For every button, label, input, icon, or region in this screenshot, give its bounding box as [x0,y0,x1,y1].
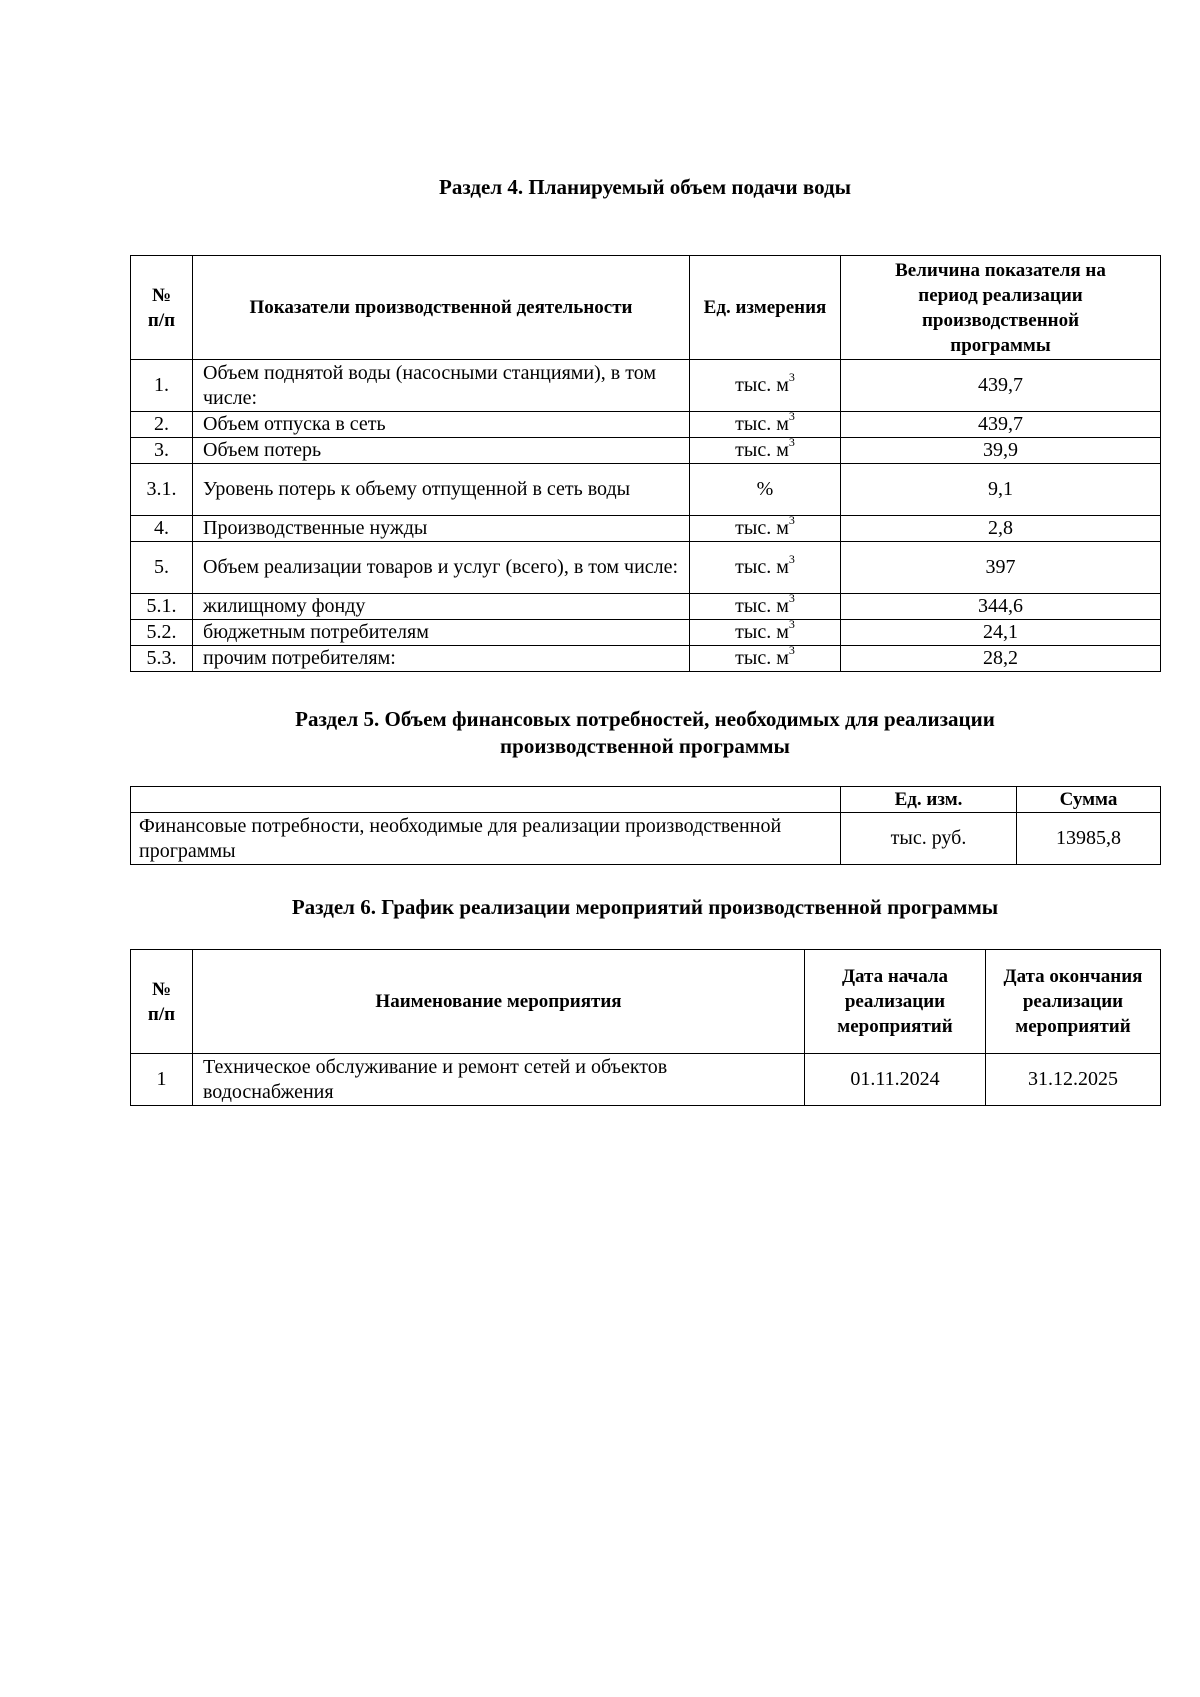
row-value: 28,2 [841,646,1161,672]
row-unit: тыс. $м^3$ [690,594,841,620]
row-value: 439,7 [841,360,1161,412]
row-name: Объем реализации товаров и услуг (всего), в том числе: [193,542,690,594]
row-unit: тыс. руб. [841,813,1017,865]
row-num: 1 [131,1054,193,1106]
row-num: 5.3. [131,646,193,672]
row-unit: тыс. $м^3$ [690,516,841,542]
row-value: 24,1 [841,620,1161,646]
table-row [131,594,1161,620]
table-row [131,464,1161,516]
header-start: Дата начала реализации мероприятий [805,950,986,1054]
section6-title: Раздел 6. График реализации мероприятий производственной программы [291,895,999,919]
header-empty [131,787,841,813]
row-num: 5.1. [131,594,193,620]
section4-title: Раздел 4. Планируемый объем подачи воды [439,175,851,199]
table-row [131,620,1161,646]
header-indicator: Показатели производственной деятельности [193,256,690,360]
row-name: Объем поднятой воды (насосными станциями), в том числе: [193,360,690,412]
row-unit: тыс. $м^3$ [690,438,841,464]
row-value: 9,1 [841,464,1161,516]
row-value: 2,8 [841,516,1161,542]
row-unit: тыс. $м^3$ [690,542,841,594]
row-unit: тыс. $м^3$ [690,646,841,672]
header-num: № п/п [131,256,193,360]
header-sum: Сумма [1017,787,1161,813]
row-name: жилищному фонду [193,594,690,620]
row-name: Объем отпуска в сеть [193,412,690,438]
row-value: 344,6 [841,594,1161,620]
header-unit: Ед. измерения [690,256,841,360]
section5-title-line1: Раздел 5. Объем финансовых потребностей, необходимых для реализации [295,707,995,731]
table-row [131,412,1161,438]
section5-title [130,706,1160,760]
table-row [131,542,1161,594]
row-name: Производственные нужды [193,516,690,542]
row-num: 3. [131,438,193,464]
row-name: бюджетным потребителям [193,620,690,646]
header-end: Дата окончания реализации мероприятий [986,950,1161,1054]
table-row [131,360,1161,412]
table-row [131,1054,1161,1106]
row-value: 39,9 [841,438,1161,464]
table-header-row [131,256,1161,360]
table-header-row [131,950,1161,1054]
water-supply-table [130,255,1161,672]
row-start: 01.11.2024 [805,1054,986,1106]
row-name: прочим потребителям: [193,646,690,672]
row-unit: тыс. $м^3$ [690,360,841,412]
row-num: 3.1. [131,464,193,516]
table-header-row [131,787,1161,813]
header-value: Величина показателя на период реализации производственной программы [841,256,1161,360]
row-unit: тыс. $м^3$ [690,412,841,438]
header-unit: Ед. изм. [841,787,1017,813]
financial-needs-table [130,786,1161,865]
row-num: 5.2. [131,620,193,646]
row-value: 397 [841,542,1161,594]
row-name: Техническое обслуживание и ремонт сетей и объектов водоснабжения [193,1054,805,1106]
table-row [131,646,1161,672]
row-name: Объем потерь [193,438,690,464]
row-end: 31.12.2025 [986,1054,1161,1106]
row-num: 5. [131,542,193,594]
row-num: 1. [131,360,193,412]
section5-title-line2: производственной программы [500,734,790,758]
row-value: 439,7 [841,412,1161,438]
row-unit: % [690,464,841,516]
header-name: Наименование мероприятия [193,950,805,1054]
header-num: № п/п [131,950,193,1054]
table-row [131,813,1161,865]
table-row [131,438,1161,464]
row-name: Уровень потерь к объему отпущенной в сеть воды [193,464,690,516]
row-unit: тыс. $м^3$ [690,620,841,646]
row-num: 2. [131,412,193,438]
row-sum: 13985,8 [1017,813,1161,865]
schedule-table [130,949,1161,1106]
table-row [131,516,1161,542]
row-num: 4. [131,516,193,542]
row-name: Финансовые потребности, необходимые для реализации производственной программы [131,813,841,865]
